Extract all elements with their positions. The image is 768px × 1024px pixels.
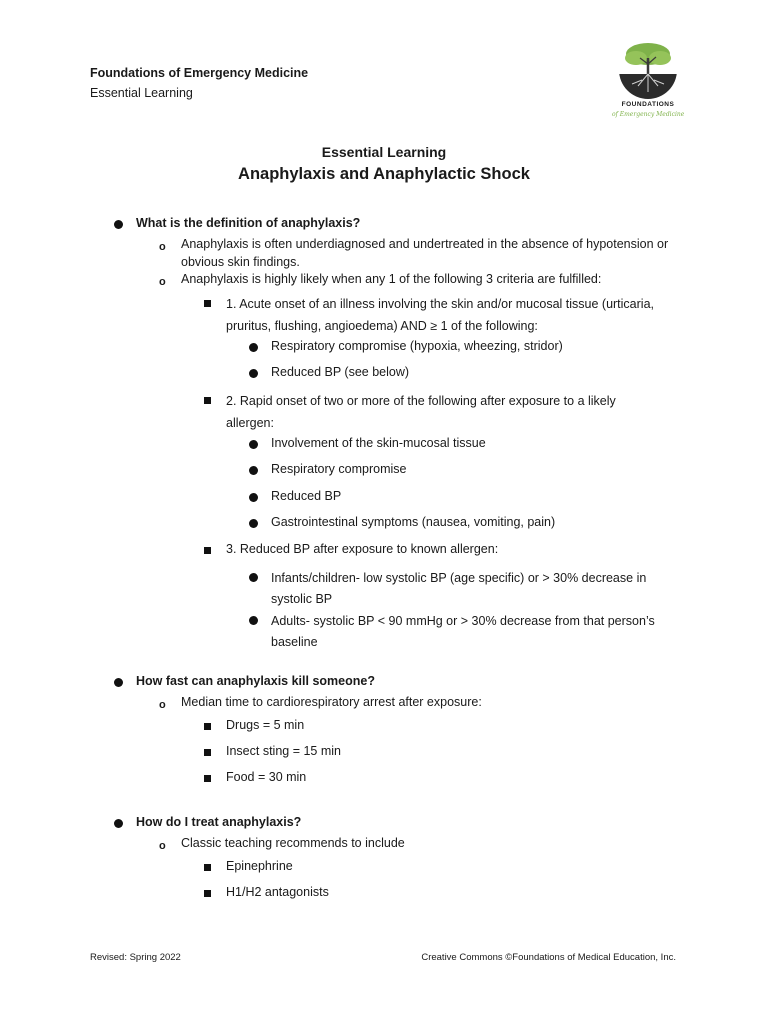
criterion-text: 2. Rapid onset of two or more of the following after exposure to a likely allergen:	[226, 394, 616, 430]
list-item: Insect sting = 15 min	[226, 744, 341, 758]
bullet-square-icon	[204, 864, 211, 871]
bullet-disc-icon	[249, 369, 258, 378]
bullet-disc-icon	[114, 678, 123, 687]
section-question: How do I treat anaphylaxis?	[136, 815, 302, 829]
bullet-disc-icon	[249, 493, 258, 502]
header-subtitle: Essential Learning	[90, 86, 193, 100]
bullet-disc-icon	[114, 220, 123, 229]
bullet-disc-icon	[249, 440, 258, 449]
criterion-item: Gastrointestinal symptoms (nausea, vomiting, pain)	[271, 515, 556, 529]
list-item: Drugs = 5 min	[226, 718, 305, 732]
bullet-o-icon: o	[159, 840, 166, 852]
bullet-disc-icon	[249, 519, 258, 528]
section-question: What is the definition of anaphylaxis?	[136, 216, 361, 230]
bullet-square-icon	[204, 749, 211, 756]
criterion-item: Adults- systolic BP < 90 mmHg or > 30% decrease from that person’s baseline	[271, 614, 655, 649]
bullet-square-icon	[204, 775, 211, 782]
criterion-item: Infants/children- low systolic BP (age specific) or > 30% decrease in systolic BP	[271, 571, 647, 606]
list-item: H1/H2 antagonists	[226, 885, 329, 899]
bullet-square-icon	[204, 300, 211, 307]
bullet-square-icon	[204, 723, 211, 730]
bullet-square-icon	[204, 547, 211, 554]
criterion-text: 3. Reduced BP after exposure to known allergen:	[226, 542, 499, 556]
footer-license: Creative Commons ©Foundations of Medical Education, Inc.	[421, 952, 676, 963]
answer-text: Anaphylaxis is highly likely when any 1 of the following 3 criteria are fulfilled:	[181, 272, 602, 286]
logo-text: FOUNDATIONS	[621, 101, 675, 108]
header-org: Foundations of Emergency Medicine	[90, 66, 309, 80]
logo-script-text: of Emergency Medicine	[612, 111, 685, 118]
bullet-disc-icon	[249, 466, 258, 475]
criterion-text: 1. Acute onset of an illness involving the skin and/or mucosal tissue (urticaria, pruritus, flushing, angioedema) AND ≥ 1 of the following:	[226, 297, 654, 333]
bullet-square-icon	[204, 397, 211, 404]
doc-kicker: Essential Learning	[321, 144, 447, 160]
answer-text: Classic teaching recommends to include	[181, 836, 405, 850]
bullet-square-icon	[204, 890, 211, 897]
criterion-item: Respiratory compromise (hypoxia, wheezing, stridor)	[271, 339, 563, 353]
bullet-disc-icon	[114, 819, 123, 828]
foundations-logo	[612, 40, 684, 126]
criterion-item: Reduced BP (see below)	[271, 365, 410, 379]
doc-title: Anaphylaxis and Anaphylactic Shock	[238, 165, 530, 183]
criterion-item: Reduced BP	[271, 489, 342, 503]
bullet-o-icon: o	[159, 276, 166, 288]
list-item: Food = 30 min	[226, 770, 307, 784]
answer-text: Anaphylaxis is often underdiagnosed and undertreated in the absence of hypotension or obvious skin findings.	[181, 237, 669, 269]
criterion-item: Respiratory compromise	[271, 462, 407, 476]
bullet-disc-icon	[249, 573, 258, 582]
list-item: Epinephrine	[226, 859, 293, 873]
answer-text: Median time to cardiorespiratory arrest after exposure:	[181, 695, 482, 709]
bullet-disc-icon	[249, 343, 258, 352]
bullet-disc-icon	[249, 616, 258, 625]
section-question: How fast can anaphylaxis kill someone?	[136, 674, 375, 688]
bullet-o-icon: o	[159, 699, 166, 711]
bullet-o-icon: o	[159, 241, 166, 253]
footer-revised: Revised: Spring 2022	[90, 952, 181, 963]
criterion-item: Involvement of the skin-mucosal tissue	[271, 436, 486, 450]
